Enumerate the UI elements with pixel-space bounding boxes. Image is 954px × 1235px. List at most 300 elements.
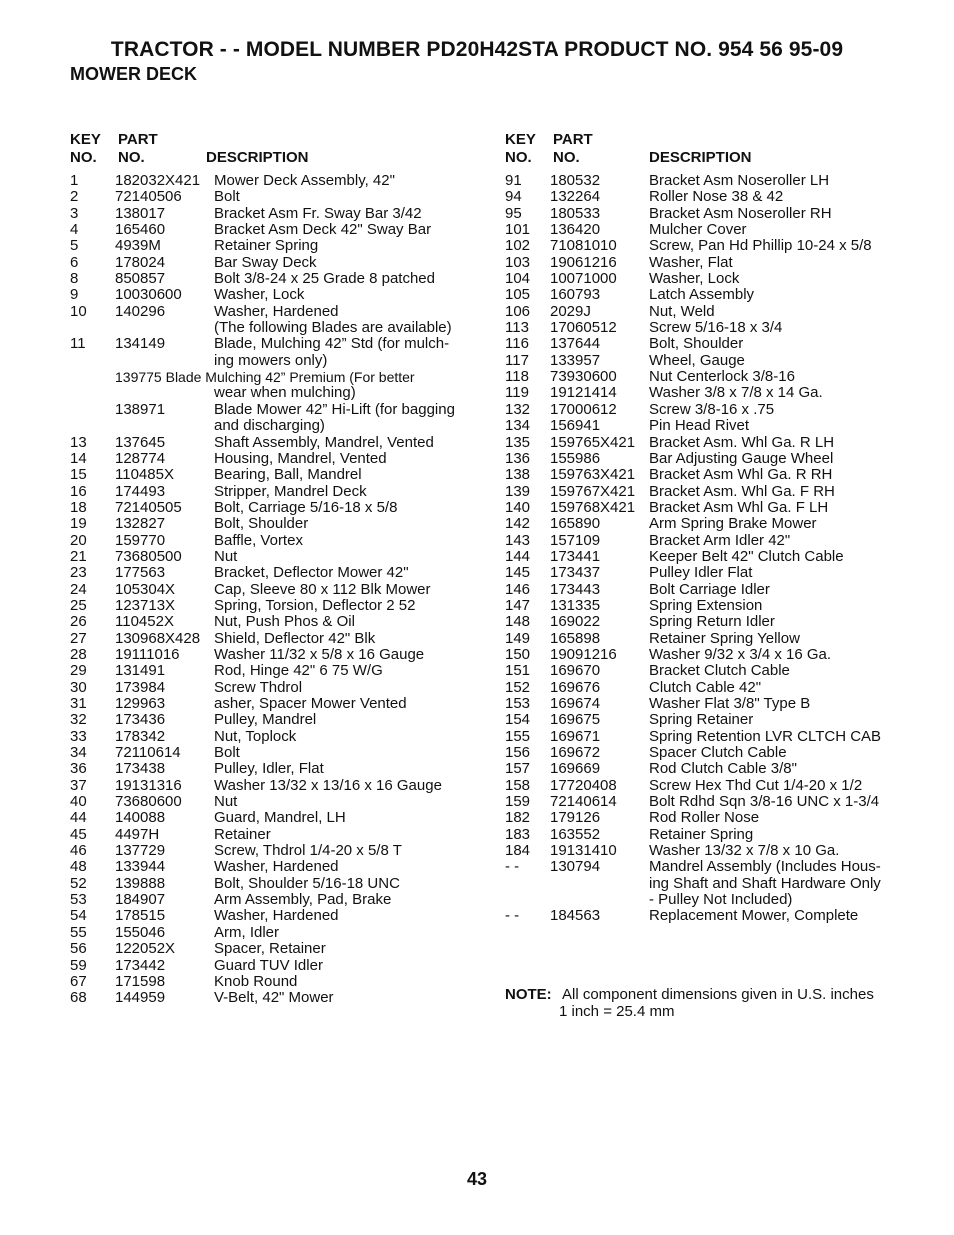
description: V-Belt, 42" Mower [214,989,334,1007]
key-header-bottom: NO. [70,149,97,166]
table-row [505,712,905,728]
description: Retainer Spring [649,825,754,843]
description: Bracket Asm Fr. Sway Bar 3/42 [214,204,422,222]
key-no: 26 [70,613,87,631]
table-row [70,582,470,598]
table-row [70,810,470,826]
part-no: 137645 [115,433,166,451]
description: Spacer, Retainer [214,940,326,958]
key-no: 48 [70,858,87,876]
table-row [70,647,470,663]
key-no: 151 [505,662,531,680]
part-no: 137729 [115,842,166,860]
description: Nut, Push Phos & Oil [214,613,355,631]
key-no: 140 [505,498,531,516]
key-no: 182 [505,809,531,827]
description: Rod Clutch Cable 3/8" [649,760,797,778]
description: Spring Extension [649,596,763,614]
key-no: 105 [505,286,531,304]
parts-rows [505,173,905,925]
part-no: 72110614 [115,744,181,762]
part-no: 132264 [550,188,601,206]
description: Bracket Asm Noseroller RH [649,204,832,222]
table-row [505,189,905,205]
description: (The following Blades are available) [214,319,452,337]
part-no: 159763X421 [550,466,636,484]
table-row [505,794,905,810]
table-row [505,418,905,434]
description: Spring, Torsion, Deflector 2 52 [214,596,416,614]
description: Shaft Assembly, Mandrel, Vented [214,433,434,451]
key-no: 156 [505,744,531,762]
part-no: 169676 [550,678,601,696]
table-row [505,598,905,614]
part-no: 173438 [115,760,166,778]
part-no: 174493 [115,482,166,500]
table-row [505,451,905,467]
part-no: 73930600 [550,368,617,386]
table-row [70,304,470,320]
part-header-bottom: NO. [118,149,145,166]
part-no: 180532 [550,172,601,189]
key-no: 145 [505,564,531,582]
part-header-top: PART [553,131,593,148]
table-row [70,484,470,500]
description: Bolt [214,188,240,206]
description: Bolt, Carriage 5/16-18 x 5/8 [214,498,398,516]
table-row [505,582,905,598]
part-no: 73680600 [115,793,182,811]
part-no: 177563 [115,564,166,582]
key-no: 116 [505,335,529,353]
table-row [70,680,470,696]
description: Nut, Toplock [214,727,297,745]
part-no: 178515 [115,907,166,925]
part-no: 155986 [550,449,601,467]
description: Nut [214,793,238,811]
key-no: 119 [505,384,529,402]
key-no: 101 [505,221,531,239]
description: and discharging) [214,417,325,435]
table-row [505,680,905,696]
key-no: 138 [505,466,531,484]
part-no: 19131316 [115,776,182,794]
part-no: 133944 [115,858,166,876]
part-no: 144959 [115,989,166,1007]
parts-rows [70,173,470,1007]
part-no: 72140614 [550,793,617,811]
description: Screw Thdrol [214,678,303,696]
table-row [70,892,470,908]
table-row [70,843,470,859]
description: Retainer [214,825,271,843]
part-no: 173436 [115,711,166,729]
table-row [505,320,905,336]
key-no: 18 [70,498,87,516]
table-row [505,876,905,892]
section-title: MOWER DECK [70,64,197,84]
key-no: 155 [505,727,531,745]
table-row [505,516,905,532]
key-no: 3 [70,204,79,222]
table-row [505,778,905,794]
key-no: 157 [505,760,531,778]
part-no: 19131410 [550,842,617,860]
key-no: 11 [70,335,86,353]
part-no: 155046 [115,923,166,941]
description: ing mowers only) [214,351,328,369]
key-no: 153 [505,695,531,712]
table-row [505,696,905,712]
key-no: 33 [70,727,87,745]
table-row [505,745,905,761]
description: Latch Assembly [649,286,755,304]
table-row [70,990,470,1006]
parts-list-left [70,131,470,1007]
part-no: 110485X [115,466,174,484]
description: Washer 13/32 x 13/16 x 16 Gauge [214,776,442,794]
table-row [70,663,470,679]
key-no: 135 [505,433,531,451]
table-row [505,271,905,287]
part-no: 136420 [550,221,601,239]
table-row [505,631,905,647]
table-row [505,565,905,581]
key-no: 118 [505,368,529,386]
part-no: 182032X421 [115,172,201,189]
key-no: 27 [70,629,87,647]
part-no: 133957 [550,351,601,369]
description: asher, Spacer Mower Vented [214,695,407,712]
description: Washer, Lock [214,286,305,304]
description: Bracket Asm Deck 42" Sway Bar [214,221,432,239]
part-no: 19091216 [550,645,617,663]
key-no: 148 [505,613,531,631]
key-no: - - [505,858,520,876]
key-no: 52 [70,874,87,892]
key-no: 19 [70,515,87,533]
note-line-1: All component dimensions given in U.S. inches [562,986,874,1003]
description: Washer 3/8 x 7/8 x 14 Ga. [649,384,823,402]
description: Arm, Idler [214,923,280,941]
description: Bar Sway Deck [214,253,317,271]
table-row [505,663,905,679]
key-no: 44 [70,809,87,827]
table-row [70,320,470,336]
part-no: 19061216 [550,253,617,271]
table-row [70,908,470,924]
part-no: 110452X [115,613,174,631]
description: Washer Flat 3/8" Type B [649,695,811,712]
key-no: 34 [70,744,87,762]
part-no: 19111016 [115,645,180,663]
part-no: 169022 [550,613,601,631]
key-no: 30 [70,678,87,696]
table-row [505,761,905,777]
part-no: 130794 [550,858,601,876]
description: Mulcher Cover [649,221,747,239]
table-row [505,908,905,924]
description: Bolt, Shoulder 5/16-18 UNC [214,874,400,892]
description: Screw 5/16-18 x 3/4 [649,319,783,337]
key-no: 9 [70,286,79,304]
table-row [505,287,905,303]
description: Bracket Arm Idler 42" [649,531,791,549]
part-no: 159770 [115,531,166,549]
description: Shield, Deflector 42" Blk [214,629,376,647]
table-row [505,255,905,271]
table-row [70,238,470,254]
description: Washer, Lock [649,270,740,288]
key-no: 46 [70,842,87,860]
key-no: 150 [505,645,531,663]
key-no: 36 [70,760,87,778]
description: Pin Head Rivet [649,417,750,435]
part-no: 173443 [550,580,601,598]
part-no: 165890 [550,515,601,533]
table-row [70,418,470,434]
description: Bolt 3/8-24 x 25 Grade 8 patched [214,270,435,288]
table-row [70,614,470,630]
key-no: 59 [70,956,87,974]
key-no: 14 [70,449,87,467]
description: Knob Round [214,972,298,990]
key-no: 24 [70,580,87,598]
part-no: 10071000 [550,270,617,288]
table-row [70,287,470,303]
key-no: 32 [70,711,87,729]
table-row [70,696,470,712]
table-row [505,533,905,549]
part-no: 850857 [115,270,166,288]
description: Keeper Belt 42" Clutch Cable [649,547,844,565]
description: Wheel, Gauge [649,351,745,369]
key-no: 144 [505,547,531,565]
key-no: 37 [70,776,87,794]
description: Stripper, Mandrel Deck [214,482,367,500]
table-row [505,810,905,826]
part-no: 179126 [550,809,601,827]
description: Baffle, Vortex [214,531,303,549]
key-no: 94 [505,188,522,206]
description: Washer, Hardened [214,858,339,876]
column-headers [505,131,905,173]
part-no: 157109 [550,531,601,549]
part-no: 165460 [115,221,166,239]
part-no: 178024 [115,253,166,271]
part-no: 156941 [550,417,601,435]
note-label: NOTE: [505,986,552,1003]
part-header-top: PART [118,131,158,148]
key-no: 103 [505,253,531,271]
part-no: 132827 [115,515,166,533]
description: Bracket Asm. Whl Ga. R LH [649,433,835,451]
description: Housing, Mandrel, Vented [214,449,387,467]
key-header-top: KEY [505,131,536,148]
table-row [70,435,470,451]
table-row [70,565,470,581]
description: Cap, Sleeve 80 x 112 Blk Mower [214,580,431,598]
key-no: 25 [70,596,87,614]
table-row [70,173,470,189]
part-no: 130968X428 [115,629,201,647]
description: Bracket Asm Noseroller LH [649,172,830,189]
key-no: 67 [70,972,87,990]
description: Rod Roller Nose [649,809,760,827]
table-row [70,859,470,875]
part-no: 169669 [550,760,601,778]
table-row [505,729,905,745]
table-row [70,941,470,957]
part-no: 4497H [115,825,160,843]
table-row [70,598,470,614]
part-no: 72140506 [115,188,182,206]
part-no: 17060512 [550,319,617,337]
description: Blade, Mulching 42” Std (for mulch- [214,335,450,353]
table-row [505,549,905,565]
table-row [70,745,470,761]
table-row [70,729,470,745]
key-no: 117 [505,351,529,369]
key-header-top: KEY [70,131,101,148]
part-no: 134149 [115,335,166,353]
description: Bracket, Deflector Mower 42" [214,564,409,582]
key-no: 21 [70,547,87,565]
part-no: 2029J [550,302,591,320]
table-row [505,484,905,500]
part-no: 184907 [115,891,166,909]
description: - Pulley Not Included) [649,891,793,909]
column-headers [70,131,470,173]
table-row [70,467,470,483]
description: Bracket Asm. Whl Ga. F RH [649,482,835,500]
parts-list-right [505,131,905,925]
key-no: 20 [70,531,87,549]
key-no: 132 [505,400,531,418]
description: Guard TUV Idler [214,956,323,974]
key-no: 91 [505,172,522,189]
key-no: 68 [70,989,87,1007]
table-row [505,435,905,451]
table-row [70,925,470,941]
description: Bracket Asm Whl Ga. R RH [649,466,833,484]
key-no: 15 [70,466,87,484]
part-no: 159767X421 [550,482,636,500]
key-no: 183 [505,825,531,843]
part-no: 169674 [550,695,601,712]
key-no: 16 [70,482,87,500]
description: Retainer Spring [214,237,319,255]
part-no: 184563 [550,907,601,925]
table-row [505,892,905,908]
description: Bolt, Shoulder [214,515,309,533]
part-no: 72140505 [115,498,182,516]
part-no: 122052X [115,940,176,958]
part-no: 71081010 [550,237,617,255]
part-no: 131491 [115,662,166,680]
table-row [505,336,905,352]
key-no: 53 [70,891,87,909]
key-no: 154 [505,711,531,729]
key-no: 56 [70,940,87,958]
page-title: TRACTOR - - MODEL NUMBER PD20H42STA PRODUCT NO. 954 56 95-09 [110,38,844,61]
description: Spring Retainer [649,711,754,729]
part-no: 131335 [550,596,601,614]
page-number: 43 [466,1169,488,1189]
table-row [505,238,905,254]
part-no: 169670 [550,662,601,680]
part-no: 129963 [115,695,166,712]
description: ing Shaft and Shaft Hardware Only [649,874,881,892]
key-no: 2 [70,188,79,206]
key-no: 4 [70,221,79,239]
description: Pulley, Idler, Flat [214,760,324,778]
description: Bracket Asm Whl Ga. F LH [649,498,829,516]
part-no: 17720408 [550,776,617,794]
key-no: 159 [505,793,531,811]
description: Washer, Hardened [214,907,339,925]
table-row [70,451,470,467]
part-no: 73680500 [115,547,182,565]
part-no: 165898 [550,629,601,647]
description: Bolt Carriage Idler [649,580,770,598]
key-no: 40 [70,793,87,811]
table-row [70,500,470,516]
key-no: 134 [505,417,531,435]
description: Bracket Clutch Cable [649,662,790,680]
description: Arm Spring Brake Mower [649,515,817,533]
part-no: 159768X421 [550,498,636,516]
key-no: 1 [70,172,79,189]
table-row [505,402,905,418]
table-row [70,876,470,892]
part-no: 171598 [115,972,166,990]
description: Bearing, Ball, Mandrel [214,466,362,484]
part-no: 173441 [550,547,601,565]
table-row [505,206,905,222]
key-no: 104 [505,270,531,288]
description: Spacer Clutch Cable [649,744,787,762]
key-no: 152 [505,678,531,696]
table-row [505,843,905,859]
key-no: 136 [505,449,531,467]
part-no: 17000612 [550,400,617,418]
key-no: 8 [70,270,79,288]
description: Washer 11/32 x 5/8 x 16 Gauge [214,645,425,663]
description: Washer, Hardened [214,302,339,320]
description: Spring Retention LVR CLTCH CAB [649,727,882,745]
table-row [505,304,905,320]
table-row [70,336,470,352]
description-header: DESCRIPTION [649,149,752,166]
description: Arm Assembly, Pad, Brake [214,891,392,909]
key-no: 184 [505,842,531,860]
table-row [70,353,470,369]
table-row [70,255,470,271]
description: Screw Hex Thd Cut 1/4-20 x 1/2 [649,776,863,794]
part-no: 160793 [550,286,601,304]
part-no: 105304X [115,580,176,598]
description: Washer, Flat [649,253,733,271]
table-row [70,271,470,287]
part-no: 19121414 [550,384,617,402]
key-no: 102 [505,237,531,255]
key-no: 146 [505,580,531,598]
key-no: 149 [505,629,531,647]
table-row [505,173,905,189]
key-no: 31 [70,695,87,712]
table-row [70,402,470,418]
